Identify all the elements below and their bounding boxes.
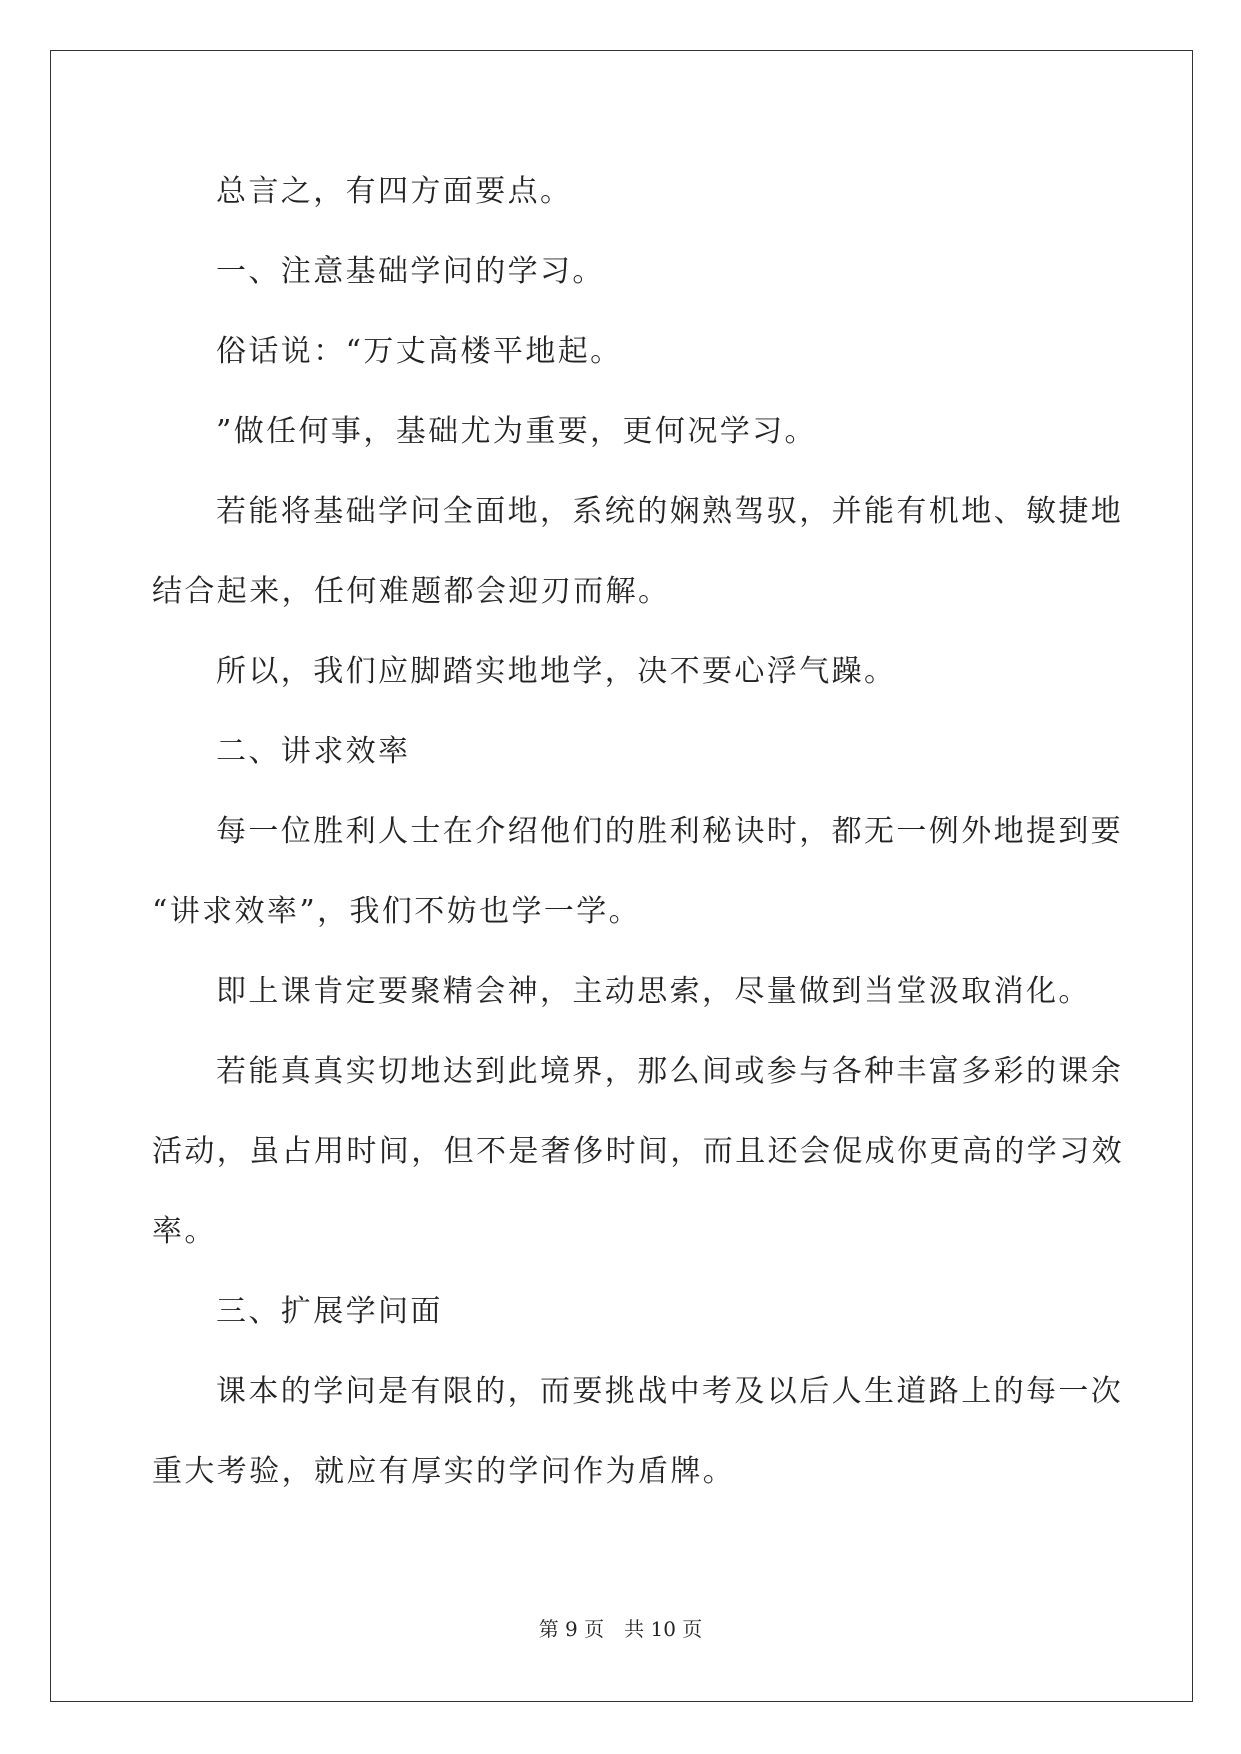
paragraph-line: 率。 (152, 1214, 217, 1249)
page-number: 第 9 页 共 10 页 (538, 1617, 703, 1641)
paragraph-line: 若能将基础学问全面地，系统的娴熟驾驭，并能有机地、敏捷地 (216, 494, 1124, 529)
paragraph-line: 三、扩展学问面 (216, 1294, 443, 1329)
paragraph-line: ”做任何事，基础尤为重要，更何况学习。 (216, 414, 817, 449)
paragraph-line: 一、注意基础学问的学习。 (216, 254, 605, 289)
paragraph-line: 结合起来，任何难题都会迎刃而解。 (152, 574, 671, 609)
paragraph-line: 二、讲求效率 (216, 734, 411, 769)
paragraph-line: 若能真真实切地达到此境界，那么间或参与各种丰富多彩的课余 (216, 1054, 1124, 1089)
paragraph-line: 每一位胜利人士在介绍他们的胜利秘诀时，都无一例外地提到要 (216, 814, 1124, 849)
page-footer (0, 1616, 1241, 1642)
paragraph-line: 即上课肯定要聚精会神，主动思索，尽量做到当堂汲取消化。 (216, 974, 1091, 1009)
paragraph-line: “讲求效率”，我们不妨也学一学。 (152, 894, 642, 929)
paragraph-line: 课本的学问是有限的，而要挑战中考及以后人生道路上的每一次 (216, 1374, 1124, 1409)
paragraph-line: 所以，我们应脚踏实地地学，决不要心浮气躁。 (216, 654, 897, 689)
paragraph-line: 总言之，有四方面要点。 (216, 174, 573, 209)
paragraph-line: 俗话说：“万丈高楼平地起。 (216, 334, 623, 369)
paragraph-line: 重大考验，就应有厚实的学问作为盾牌。 (152, 1454, 736, 1489)
paragraph-line: 活动，虽占用时间，但不是奢侈时间，而且还会促成你更高的学习效 (152, 1134, 1124, 1169)
